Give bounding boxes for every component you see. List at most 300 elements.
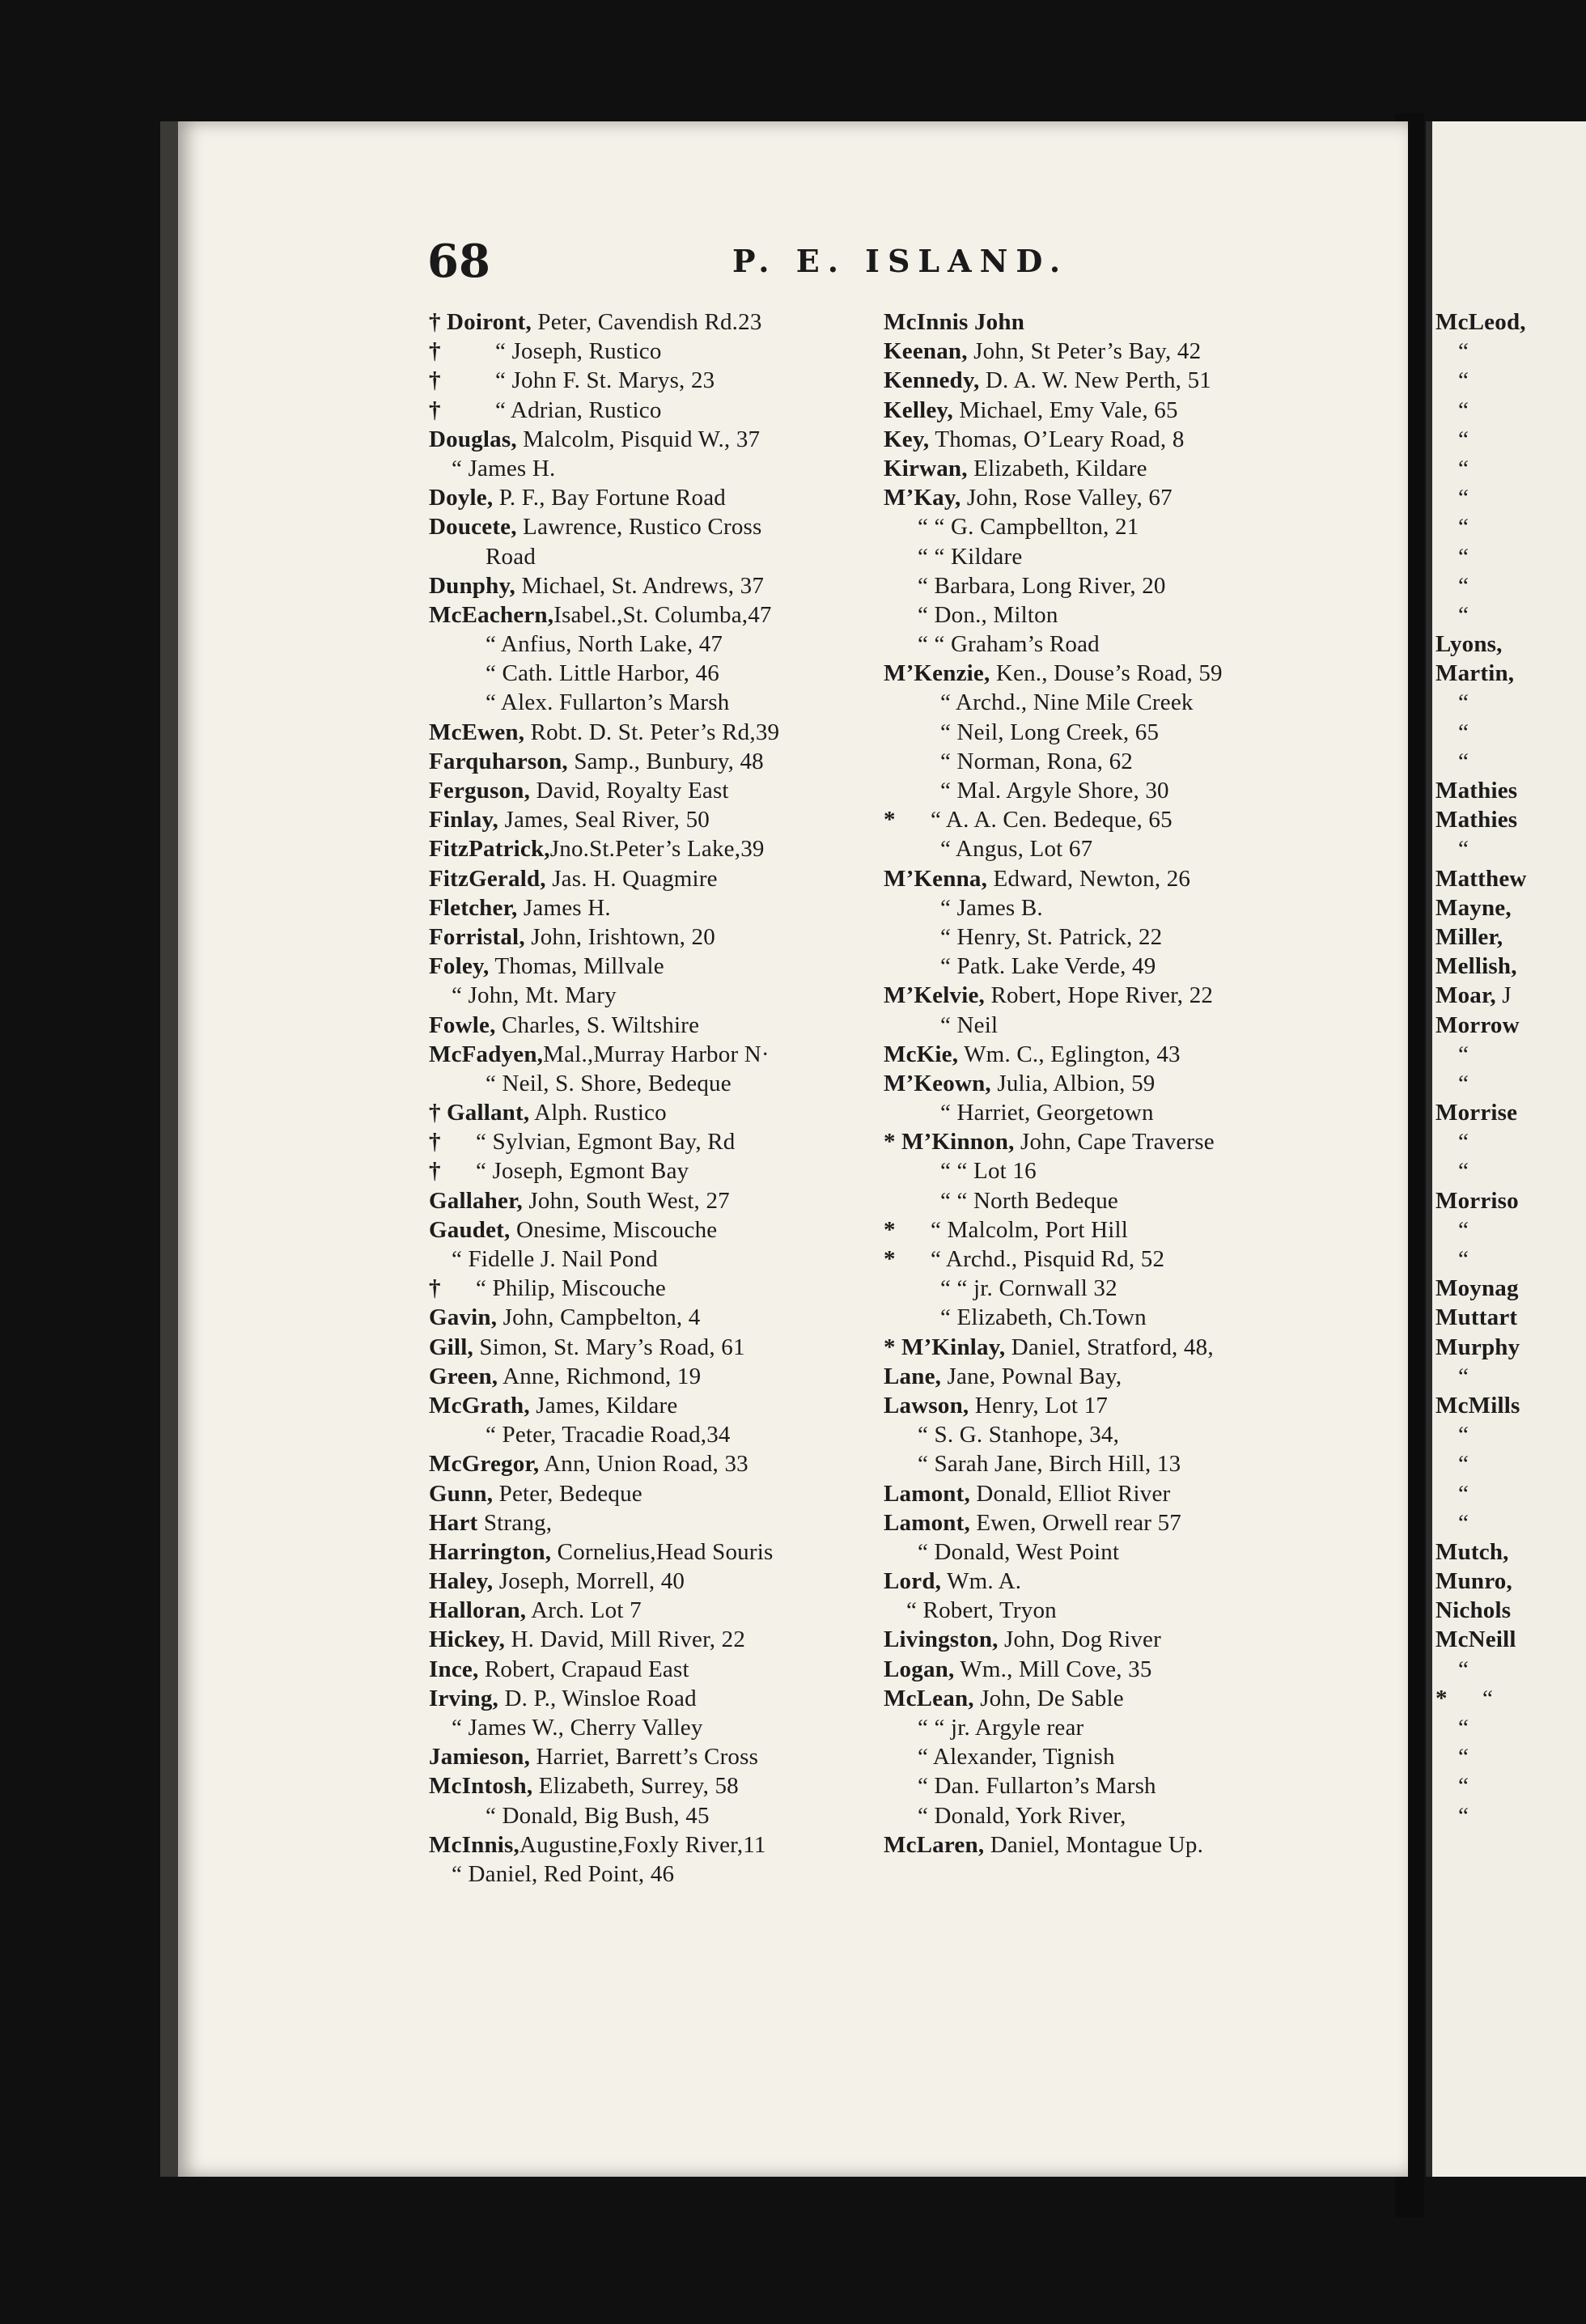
entry-surname: Douglas,	[429, 426, 517, 452]
directory-entry	[884, 1567, 1369, 1596]
directory-entry	[1435, 1303, 1586, 1332]
directory-entry	[884, 1771, 1369, 1800]
entry-details: “	[1458, 426, 1469, 452]
entry-details: “	[1458, 1422, 1469, 1448]
entry-details: Elizabeth, Surrey, 58	[532, 1773, 739, 1800]
entry-surname: Forristal,	[429, 923, 525, 950]
directory-entry	[884, 366, 1369, 395]
directory-entry	[1435, 688, 1586, 717]
directory-column-3	[1435, 307, 1586, 1830]
directory-entry	[884, 659, 1369, 688]
entry-details: Henry, Lot 17	[969, 1392, 1109, 1419]
entry-details: “ James W., Cherry Valley	[452, 1715, 703, 1741]
entry-details: Jno.St.Peter’s Lake,39	[549, 836, 765, 863]
entry-details: “ Alexander, Tignish	[918, 1744, 1115, 1771]
directory-entry	[429, 1713, 878, 1742]
entry-surname: Moynag	[1435, 1275, 1519, 1302]
entry-details: “	[1458, 1715, 1469, 1741]
directory-entry	[429, 396, 878, 425]
directory-entry	[1435, 1215, 1586, 1245]
entry-surname: Miller,	[1435, 923, 1503, 950]
entry-details: Ken., Douse’s Road, 59	[990, 660, 1223, 687]
entry-details: Ewen, Orwell rear 57	[969, 1509, 1182, 1536]
entry-surname: Finlay,	[429, 807, 499, 833]
entry-surname: Doucete,	[429, 514, 517, 541]
directory-entry	[884, 1245, 1369, 1274]
entry-mark: *	[884, 1334, 896, 1360]
directory-entry	[429, 454, 878, 483]
directory-entry	[884, 1655, 1369, 1684]
entry-details: David, Royalty East	[530, 778, 729, 804]
entry-details: Wm. C., Eglington, 43	[958, 1041, 1181, 1067]
page-number: 68	[427, 235, 490, 288]
directory-entry	[884, 834, 1369, 863]
entry-details: Joseph, Morrell, 40	[493, 1568, 685, 1595]
directory-entry	[884, 1742, 1369, 1771]
entry-details: “ Barbara, Long River, 20	[918, 572, 1166, 599]
entry-surname: McMills	[1435, 1392, 1520, 1419]
entry-surname: Lane,	[884, 1363, 942, 1389]
entry-surname: Gavin,	[429, 1304, 498, 1331]
directory-entry	[884, 1069, 1369, 1098]
entry-surname: FitzPatrick,	[429, 836, 550, 863]
directory-entry	[1435, 952, 1586, 981]
directory-entry	[884, 1333, 1369, 1362]
entry-details: “ Joseph, Egmont Bay	[476, 1158, 689, 1185]
entry-details: “	[1458, 1129, 1469, 1156]
entry-details: “	[1458, 1363, 1469, 1389]
entry-surname: Logan,	[884, 1656, 955, 1682]
directory-entry	[429, 922, 878, 952]
directory-entry	[1435, 1333, 1586, 1362]
directory-entry	[1435, 337, 1586, 366]
directory-entry	[1435, 425, 1586, 454]
entry-details: John, Campbelton, 4	[497, 1304, 701, 1331]
entry-details: John, St Peter’s Bay, 42	[967, 338, 1202, 365]
directory-entry	[884, 1596, 1369, 1625]
directory-entry	[429, 1098, 878, 1127]
directory-entry	[884, 307, 1369, 337]
entry-surname: Green,	[429, 1363, 498, 1389]
entry-surname: Doiront,	[447, 309, 532, 335]
entry-details: “	[1458, 1158, 1469, 1185]
entry-mark: *	[1435, 1685, 1448, 1711]
entry-details: “ S. G. Stanhope, 34,	[918, 1422, 1120, 1448]
directory-entry	[1435, 307, 1586, 337]
directory-entry	[429, 1245, 878, 1274]
entry-details: Thomas, O’Leary Road, 8	[929, 426, 1185, 452]
directory-entry	[1435, 1040, 1586, 1069]
directory-entry	[429, 1537, 878, 1567]
entry-surname: Irving,	[429, 1685, 498, 1711]
entry-details: Julia, Albion, 59	[990, 1070, 1156, 1096]
entry-surname: Fowle,	[429, 1011, 496, 1038]
directory-entry	[429, 600, 878, 630]
entry-details: Edward, Newton, 26	[987, 865, 1191, 892]
directory-entry	[429, 425, 878, 454]
entry-details: “ Cath. Little Harbor, 46	[486, 660, 719, 687]
directory-entry	[429, 483, 878, 512]
directory-entry	[429, 981, 878, 1010]
entry-details: “	[1458, 1656, 1469, 1682]
directory-entry	[884, 718, 1369, 747]
directory-entry	[429, 864, 878, 893]
entry-surname: McInnis John	[884, 309, 1025, 335]
directory-entry	[429, 747, 878, 776]
entry-mark: *	[884, 807, 896, 833]
directory-entry	[1435, 1567, 1586, 1596]
entry-details: “ “ jr. Cornwall 32	[940, 1275, 1117, 1302]
entry-details: D. P., Winsloe Road	[498, 1685, 697, 1711]
directory-entry	[884, 396, 1369, 425]
entry-mark: †	[429, 309, 441, 335]
entry-surname: Lamont,	[884, 1480, 970, 1507]
directory-entry	[884, 1537, 1369, 1567]
entry-details: “ Sylvian, Egmont Bay, Rd	[476, 1129, 736, 1156]
entry-details: Cornelius,Head Souris	[551, 1538, 774, 1565]
entry-details: “ Peter, Tracadie Road,34	[486, 1422, 731, 1448]
directory-entry	[884, 1479, 1369, 1508]
entry-surname: Morrise	[1435, 1100, 1518, 1126]
entry-surname: Hart	[429, 1509, 478, 1536]
directory-entry	[1435, 747, 1586, 776]
directory-entry	[1435, 1771, 1586, 1800]
directory-entry	[1435, 659, 1586, 688]
entry-surname: Munro,	[1435, 1568, 1512, 1595]
entry-surname: Kirwan,	[884, 455, 968, 481]
directory-entry	[429, 1040, 878, 1069]
directory-entry	[884, 1274, 1369, 1303]
entry-surname: Key,	[884, 426, 930, 452]
directory-entry	[884, 922, 1369, 952]
directory-entry	[884, 425, 1369, 454]
entry-details: “ John, Mt. Mary	[452, 982, 617, 1009]
directory-entry	[1435, 981, 1586, 1010]
directory-entry	[884, 688, 1369, 717]
entry-surname: Gaudet,	[429, 1216, 511, 1243]
entry-surname: Mutch,	[1435, 1538, 1509, 1565]
entry-details: “	[1458, 601, 1469, 628]
directory-entry	[1435, 1011, 1586, 1040]
directory-entry	[1435, 805, 1586, 834]
entry-details: Malcolm, Pisquid W., 37	[516, 426, 761, 452]
directory-entry	[1435, 834, 1586, 863]
entry-mark: *	[884, 1246, 896, 1272]
directory-entry	[884, 747, 1369, 776]
entry-details: “	[1458, 1773, 1469, 1800]
entry-details: “	[1458, 455, 1469, 481]
entry-details: Simon, St. Mary’s Road, 61	[473, 1334, 745, 1360]
entry-details: “ “ Lot 16	[940, 1158, 1037, 1185]
entry-details: “ Donald, York River,	[918, 1802, 1126, 1829]
directory-entry	[1435, 1274, 1586, 1303]
entry-surname: Gallaher,	[429, 1187, 523, 1214]
entry-surname: M’Kinlay,	[901, 1334, 1006, 1360]
directory-entry	[1435, 1684, 1586, 1713]
entry-details: “	[1458, 1246, 1469, 1272]
directory-entry	[1435, 1245, 1586, 1274]
directory-entry	[884, 571, 1369, 600]
directory-entry	[429, 1274, 878, 1303]
entry-surname: Moar,	[1435, 982, 1496, 1009]
directory-entry	[429, 688, 878, 717]
entry-details: “ A. A. Cen. Bedeque, 65	[931, 807, 1173, 833]
entry-details: Samp., Bunbury, 48	[567, 748, 764, 774]
entry-details: Jane, Pownal Bay,	[941, 1363, 1122, 1389]
directory-entry	[429, 1420, 878, 1449]
entry-surname: Jamieson,	[429, 1744, 531, 1771]
directory-entry	[429, 1655, 878, 1684]
entry-surname: Halloran,	[429, 1597, 527, 1624]
directory-entry	[884, 952, 1369, 981]
entry-surname: M’Kinnon,	[901, 1129, 1015, 1156]
entry-details: Strang,	[477, 1509, 553, 1536]
entry-surname: Lord,	[884, 1568, 942, 1595]
directory-entry	[1435, 1625, 1586, 1654]
directory-entry	[884, 1156, 1369, 1185]
directory-entry	[429, 337, 878, 366]
entry-details: “	[1458, 338, 1469, 365]
directory-entry	[884, 805, 1369, 834]
entry-details: “ “ Kildare	[918, 543, 1023, 570]
directory-entry	[1435, 922, 1586, 952]
entry-details: “ Elizabeth, Ch.Town	[940, 1304, 1147, 1331]
entry-details: “ Patk. Lake Verde, 49	[940, 953, 1156, 980]
entry-details: D. A. W. New Perth, 51	[979, 367, 1211, 394]
directory-entry	[1435, 396, 1586, 425]
directory-entry	[884, 1127, 1369, 1156]
entry-details: “ “ G. Campbellton, 21	[918, 514, 1139, 541]
directory-entry	[884, 1303, 1369, 1332]
entry-details: “	[1458, 514, 1469, 541]
directory-entry	[1435, 1186, 1586, 1215]
directory-entry	[884, 1801, 1369, 1830]
entry-surname: FitzGerald,	[429, 865, 546, 892]
entry-details: “ John F. St. Marys, 23	[495, 367, 715, 394]
directory-entry	[884, 600, 1369, 630]
entry-mark: *	[884, 1129, 896, 1156]
directory-entry	[429, 1186, 878, 1215]
directory-entry	[429, 1333, 878, 1362]
directory-entry	[884, 864, 1369, 893]
entry-details: James, Kildare	[529, 1392, 678, 1419]
directory-entry	[884, 776, 1369, 805]
directory-entry	[429, 1596, 878, 1625]
entry-surname: Dunphy,	[429, 572, 516, 599]
directory-entry	[1435, 1479, 1586, 1508]
directory-entry	[429, 718, 878, 747]
entry-details: Robert, Hope River, 22	[985, 982, 1214, 1009]
directory-entry	[429, 1215, 878, 1245]
entry-details: “ Mal. Argyle Shore, 30	[940, 778, 1169, 804]
entry-details: “ Fidelle J. Nail Pond	[452, 1246, 658, 1272]
entry-details: “ Neil, S. Shore, Bedeque	[486, 1070, 732, 1096]
entry-surname: M’Keown,	[884, 1070, 991, 1096]
entry-mark: †	[429, 1100, 441, 1126]
entry-surname: Lamont,	[884, 1509, 970, 1536]
entry-details: “ Donald, West Point	[918, 1538, 1120, 1565]
entry-details: “	[1458, 1451, 1469, 1478]
entry-surname: Livingston,	[884, 1626, 999, 1653]
entry-surname: Gill,	[429, 1334, 473, 1360]
directory-entry	[429, 1449, 878, 1478]
entry-surname: Kennedy,	[884, 367, 980, 394]
directory-entry	[1435, 571, 1586, 600]
directory-entry	[429, 512, 878, 541]
entry-details: Lawrence, Rustico Cross	[516, 514, 762, 541]
entry-details: Charles, S. Wiltshire	[495, 1011, 700, 1038]
entry-details: Wm. A.	[941, 1568, 1022, 1595]
entry-details: John, South West, 27	[522, 1187, 730, 1214]
directory-entry	[884, 1830, 1369, 1860]
directory-entry	[884, 1420, 1369, 1449]
directory-entry	[429, 571, 878, 600]
entry-details: “ Joseph, Rustico	[495, 338, 662, 365]
entry-details: John, Dog River	[998, 1626, 1161, 1653]
directory-entry	[884, 483, 1369, 512]
entry-surname: McLaren,	[884, 1831, 985, 1858]
entry-mark: †	[429, 1158, 441, 1185]
entry-details: Harriet, Barrett’s Cross	[530, 1744, 759, 1771]
directory-column-2	[884, 307, 1369, 1860]
entry-details: “	[1458, 1041, 1469, 1067]
entry-surname: Muttart	[1435, 1304, 1518, 1331]
entry-details: Isabel.,St. Columba,47	[553, 601, 772, 628]
entry-surname: Morrow	[1435, 1011, 1520, 1038]
entry-details: “ Daniel, Red Point, 46	[452, 1860, 675, 1887]
directory-entry	[1435, 1742, 1586, 1771]
entry-details: Anne, Richmond, 19	[498, 1363, 702, 1389]
entry-details: “ Dan. Fullarton’s Marsh	[918, 1773, 1156, 1800]
entry-surname: Lyons,	[1435, 631, 1503, 658]
entry-details: Jas. H. Quagmire	[545, 865, 718, 892]
directory-entry	[1435, 483, 1586, 512]
directory-entry	[429, 1069, 878, 1098]
entry-surname: Fletcher,	[429, 894, 518, 921]
directory-entry	[1435, 1801, 1586, 1830]
entry-details: John, Irishtown, 20	[524, 923, 715, 950]
directory-entry	[884, 1684, 1369, 1713]
entry-details: “ Angus, Lot 67	[940, 836, 1093, 863]
directory-entry	[429, 834, 878, 863]
directory-entry	[1435, 1420, 1586, 1449]
directory-entry	[1435, 1127, 1586, 1156]
entry-details: “ “ jr. Argyle rear	[918, 1715, 1084, 1741]
directory-entry	[429, 1303, 878, 1332]
entry-mark: †	[429, 1275, 441, 1302]
entry-details: P. F., Bay Fortune Road	[493, 485, 726, 511]
directory-entry	[429, 952, 878, 981]
entry-mark: †	[429, 1129, 441, 1156]
entry-details: “	[1458, 1216, 1469, 1243]
entry-surname: McKie,	[884, 1041, 959, 1067]
entry-details: Michael, Emy Vale, 65	[952, 397, 1178, 423]
entry-details: “	[1458, 689, 1469, 716]
directory-entry	[429, 630, 878, 659]
entry-details: Elizabeth, Kildare	[967, 455, 1147, 481]
directory-entry	[1435, 1596, 1586, 1625]
directory-entry	[429, 1362, 878, 1391]
entry-details: Wm., Mill Cove, 35	[954, 1656, 1152, 1682]
directory-entry	[429, 1479, 878, 1508]
directory-entry	[884, 630, 1369, 659]
entry-surname: Kelley,	[884, 397, 953, 423]
directory-entry	[1435, 1362, 1586, 1391]
directory-entry	[884, 1508, 1369, 1537]
entry-details: “	[1458, 1480, 1469, 1507]
directory-entry	[429, 1742, 878, 1771]
entry-details: “	[1458, 543, 1469, 570]
entry-details: “	[1458, 836, 1469, 863]
entry-details: “ Donald, Big Bush, 45	[486, 1802, 710, 1829]
entry-details: “	[1458, 572, 1469, 599]
entry-details: J	[1495, 982, 1512, 1009]
entry-surname: Doyle,	[429, 485, 494, 511]
entry-details: Onesime, Miscouche	[510, 1216, 718, 1243]
entry-details: Robert, Crapaud East	[478, 1656, 689, 1682]
directory-entry	[884, 1215, 1369, 1245]
entry-surname: Haley,	[429, 1568, 494, 1595]
entry-details: Daniel, Montague Up.	[984, 1831, 1204, 1858]
directory-entry	[1435, 1069, 1586, 1098]
entry-details: “ “ North Bedeque	[940, 1187, 1119, 1214]
entry-surname: McNeill	[1435, 1626, 1516, 1653]
entry-details: H. David, Mill River, 22	[505, 1626, 746, 1653]
entry-details: “	[1458, 719, 1469, 745]
directory-entry	[429, 1625, 878, 1654]
entry-details: James, Seal River, 50	[498, 807, 710, 833]
directory-entry	[429, 805, 878, 834]
entry-surname: McGrath,	[429, 1392, 530, 1419]
directory-entry	[1435, 1156, 1586, 1185]
entry-details: Peter, Bedeque	[493, 1480, 642, 1507]
directory-entry	[884, 1011, 1369, 1040]
entry-surname: Mathies	[1435, 778, 1518, 804]
entry-surname: Keenan,	[884, 338, 968, 365]
entry-details: “	[1458, 367, 1469, 394]
directory-entry	[1435, 542, 1586, 571]
entry-surname: Lawson,	[884, 1392, 969, 1419]
entry-surname: Farquharson,	[429, 748, 568, 774]
entry-mark: †	[429, 367, 441, 394]
entry-surname: M’Kenzie,	[884, 660, 990, 687]
entry-details: “	[1458, 748, 1469, 774]
directory-entry	[429, 1860, 878, 1889]
entry-surname: Martin,	[1435, 660, 1515, 687]
directory-entry	[884, 454, 1369, 483]
entry-details: Augustine,Foxly River,11	[519, 1831, 766, 1858]
entry-details: “ Adrian, Rustico	[495, 397, 662, 423]
entry-surname: McLeod,	[1435, 309, 1526, 335]
entry-details: “	[1458, 1509, 1469, 1536]
entry-details: “ James H.	[452, 455, 556, 481]
directory-entry	[429, 659, 878, 688]
entry-surname: McFadyen,	[429, 1041, 544, 1067]
directory-entry	[884, 1040, 1369, 1069]
entry-mark: †	[429, 397, 441, 423]
entry-details: John, De Sable	[973, 1685, 1124, 1711]
directory-entry	[429, 1011, 878, 1040]
entry-details: Daniel, Stratford, 48,	[1005, 1334, 1214, 1360]
directory-entry	[429, 542, 878, 571]
entry-details: “ Neil	[940, 1011, 999, 1038]
directory-entry	[1435, 1713, 1586, 1742]
directory-entry	[1435, 718, 1586, 747]
entry-details: Robt. D. St. Peter’s Rd,39	[524, 719, 780, 745]
directory-entry	[884, 512, 1369, 541]
directory-entry	[1435, 630, 1586, 659]
entry-details: “	[1458, 397, 1469, 423]
